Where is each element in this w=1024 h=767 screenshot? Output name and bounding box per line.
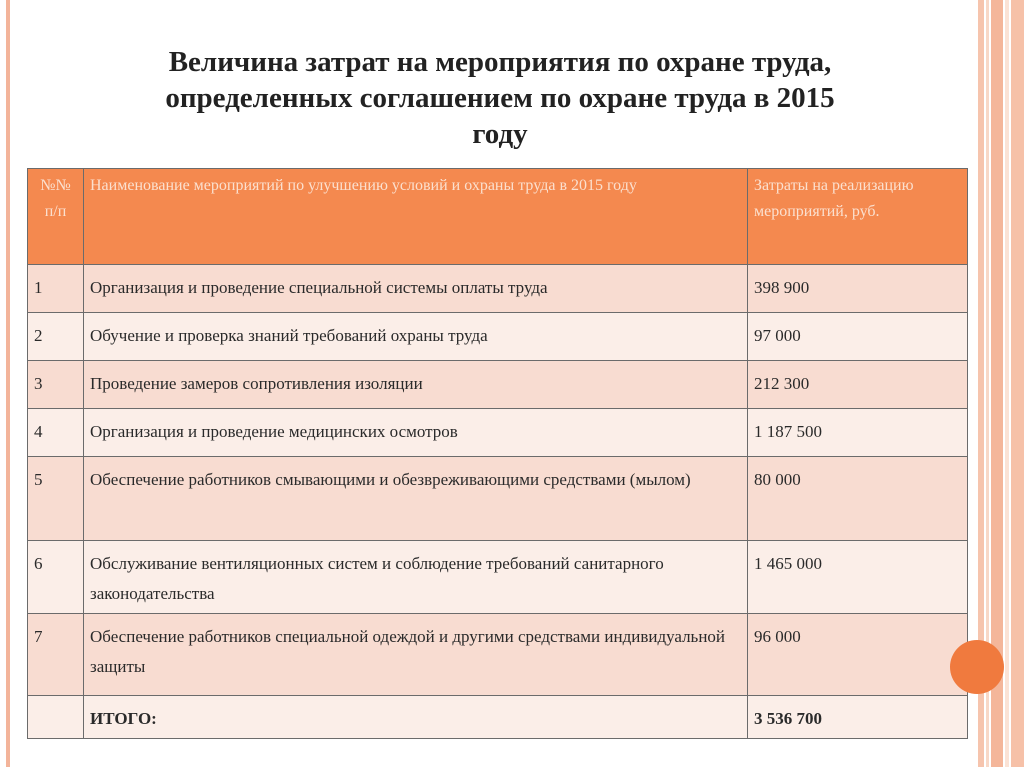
row-activity-name: Обеспечение работников специальной одеждой и другими средствами индивидуальной защиты bbox=[84, 614, 748, 696]
header-activity-name: Наименование мероприятий по улучшению условий и охраны труда в 2015 году bbox=[84, 169, 748, 265]
row-cost: 97 000 bbox=[748, 313, 968, 361]
table-header bbox=[28, 169, 968, 265]
table-row bbox=[28, 614, 968, 696]
row-activity-name: Организация и проведение медицинских осмотров bbox=[84, 409, 748, 457]
total-cost: 3 536 700 bbox=[748, 696, 968, 739]
header-cost: Затраты на реализацию мероприятий, руб. bbox=[748, 169, 968, 265]
row-number: 6 bbox=[28, 541, 84, 614]
total-label: ИТОГО: bbox=[84, 696, 748, 739]
row-cost: 80 000 bbox=[748, 457, 968, 541]
table-row bbox=[28, 265, 968, 313]
row-number: 7 bbox=[28, 614, 84, 696]
table-total-row bbox=[28, 696, 968, 739]
table-row bbox=[28, 409, 968, 457]
row-activity-name: Обеспечение работников смывающими и обезвреживающими средствами (мылом) bbox=[84, 457, 748, 541]
row-number: 4 bbox=[28, 409, 84, 457]
left-decorative-line bbox=[6, 0, 10, 767]
total-number bbox=[28, 696, 84, 739]
row-number: 5 bbox=[28, 457, 84, 541]
row-cost: 212 300 bbox=[748, 361, 968, 409]
right-decorative-stripe bbox=[1011, 0, 1024, 767]
table-row bbox=[28, 457, 968, 541]
row-cost: 398 900 bbox=[748, 265, 968, 313]
decorative-circle bbox=[950, 640, 1004, 694]
row-activity-name: Организация и проведение специальной системы оплаты труда bbox=[84, 265, 748, 313]
table-body bbox=[28, 265, 968, 739]
row-number: 1 bbox=[28, 265, 84, 313]
row-number: 2 bbox=[28, 313, 84, 361]
row-activity-name: Обслуживание вентиляционных систем и соблюдение требований санитарного законодательства bbox=[84, 541, 748, 614]
title-line-2: определенных соглашением по охране труда в 2015 bbox=[165, 82, 835, 114]
row-cost: 1 465 000 bbox=[748, 541, 968, 614]
title-line-1: Величина затрат на мероприятия по охране труда, bbox=[168, 46, 832, 78]
row-activity-name: Проведение замеров сопротивления изоляции bbox=[84, 361, 748, 409]
header-row bbox=[28, 169, 968, 265]
title-line-3: году bbox=[472, 118, 528, 150]
costs-table bbox=[27, 168, 968, 739]
row-cost: 1 187 500 bbox=[748, 409, 968, 457]
table-row bbox=[28, 541, 968, 614]
header-number: №№ п/п bbox=[28, 169, 84, 265]
slide-title bbox=[60, 44, 940, 152]
row-cost: 96 000 bbox=[748, 614, 968, 696]
row-number: 3 bbox=[28, 361, 84, 409]
right-decorative-stripe bbox=[1005, 0, 1009, 767]
table-row bbox=[28, 361, 968, 409]
row-activity-name: Обучение и проверка знаний требований охраны труда bbox=[84, 313, 748, 361]
table-row bbox=[28, 313, 968, 361]
